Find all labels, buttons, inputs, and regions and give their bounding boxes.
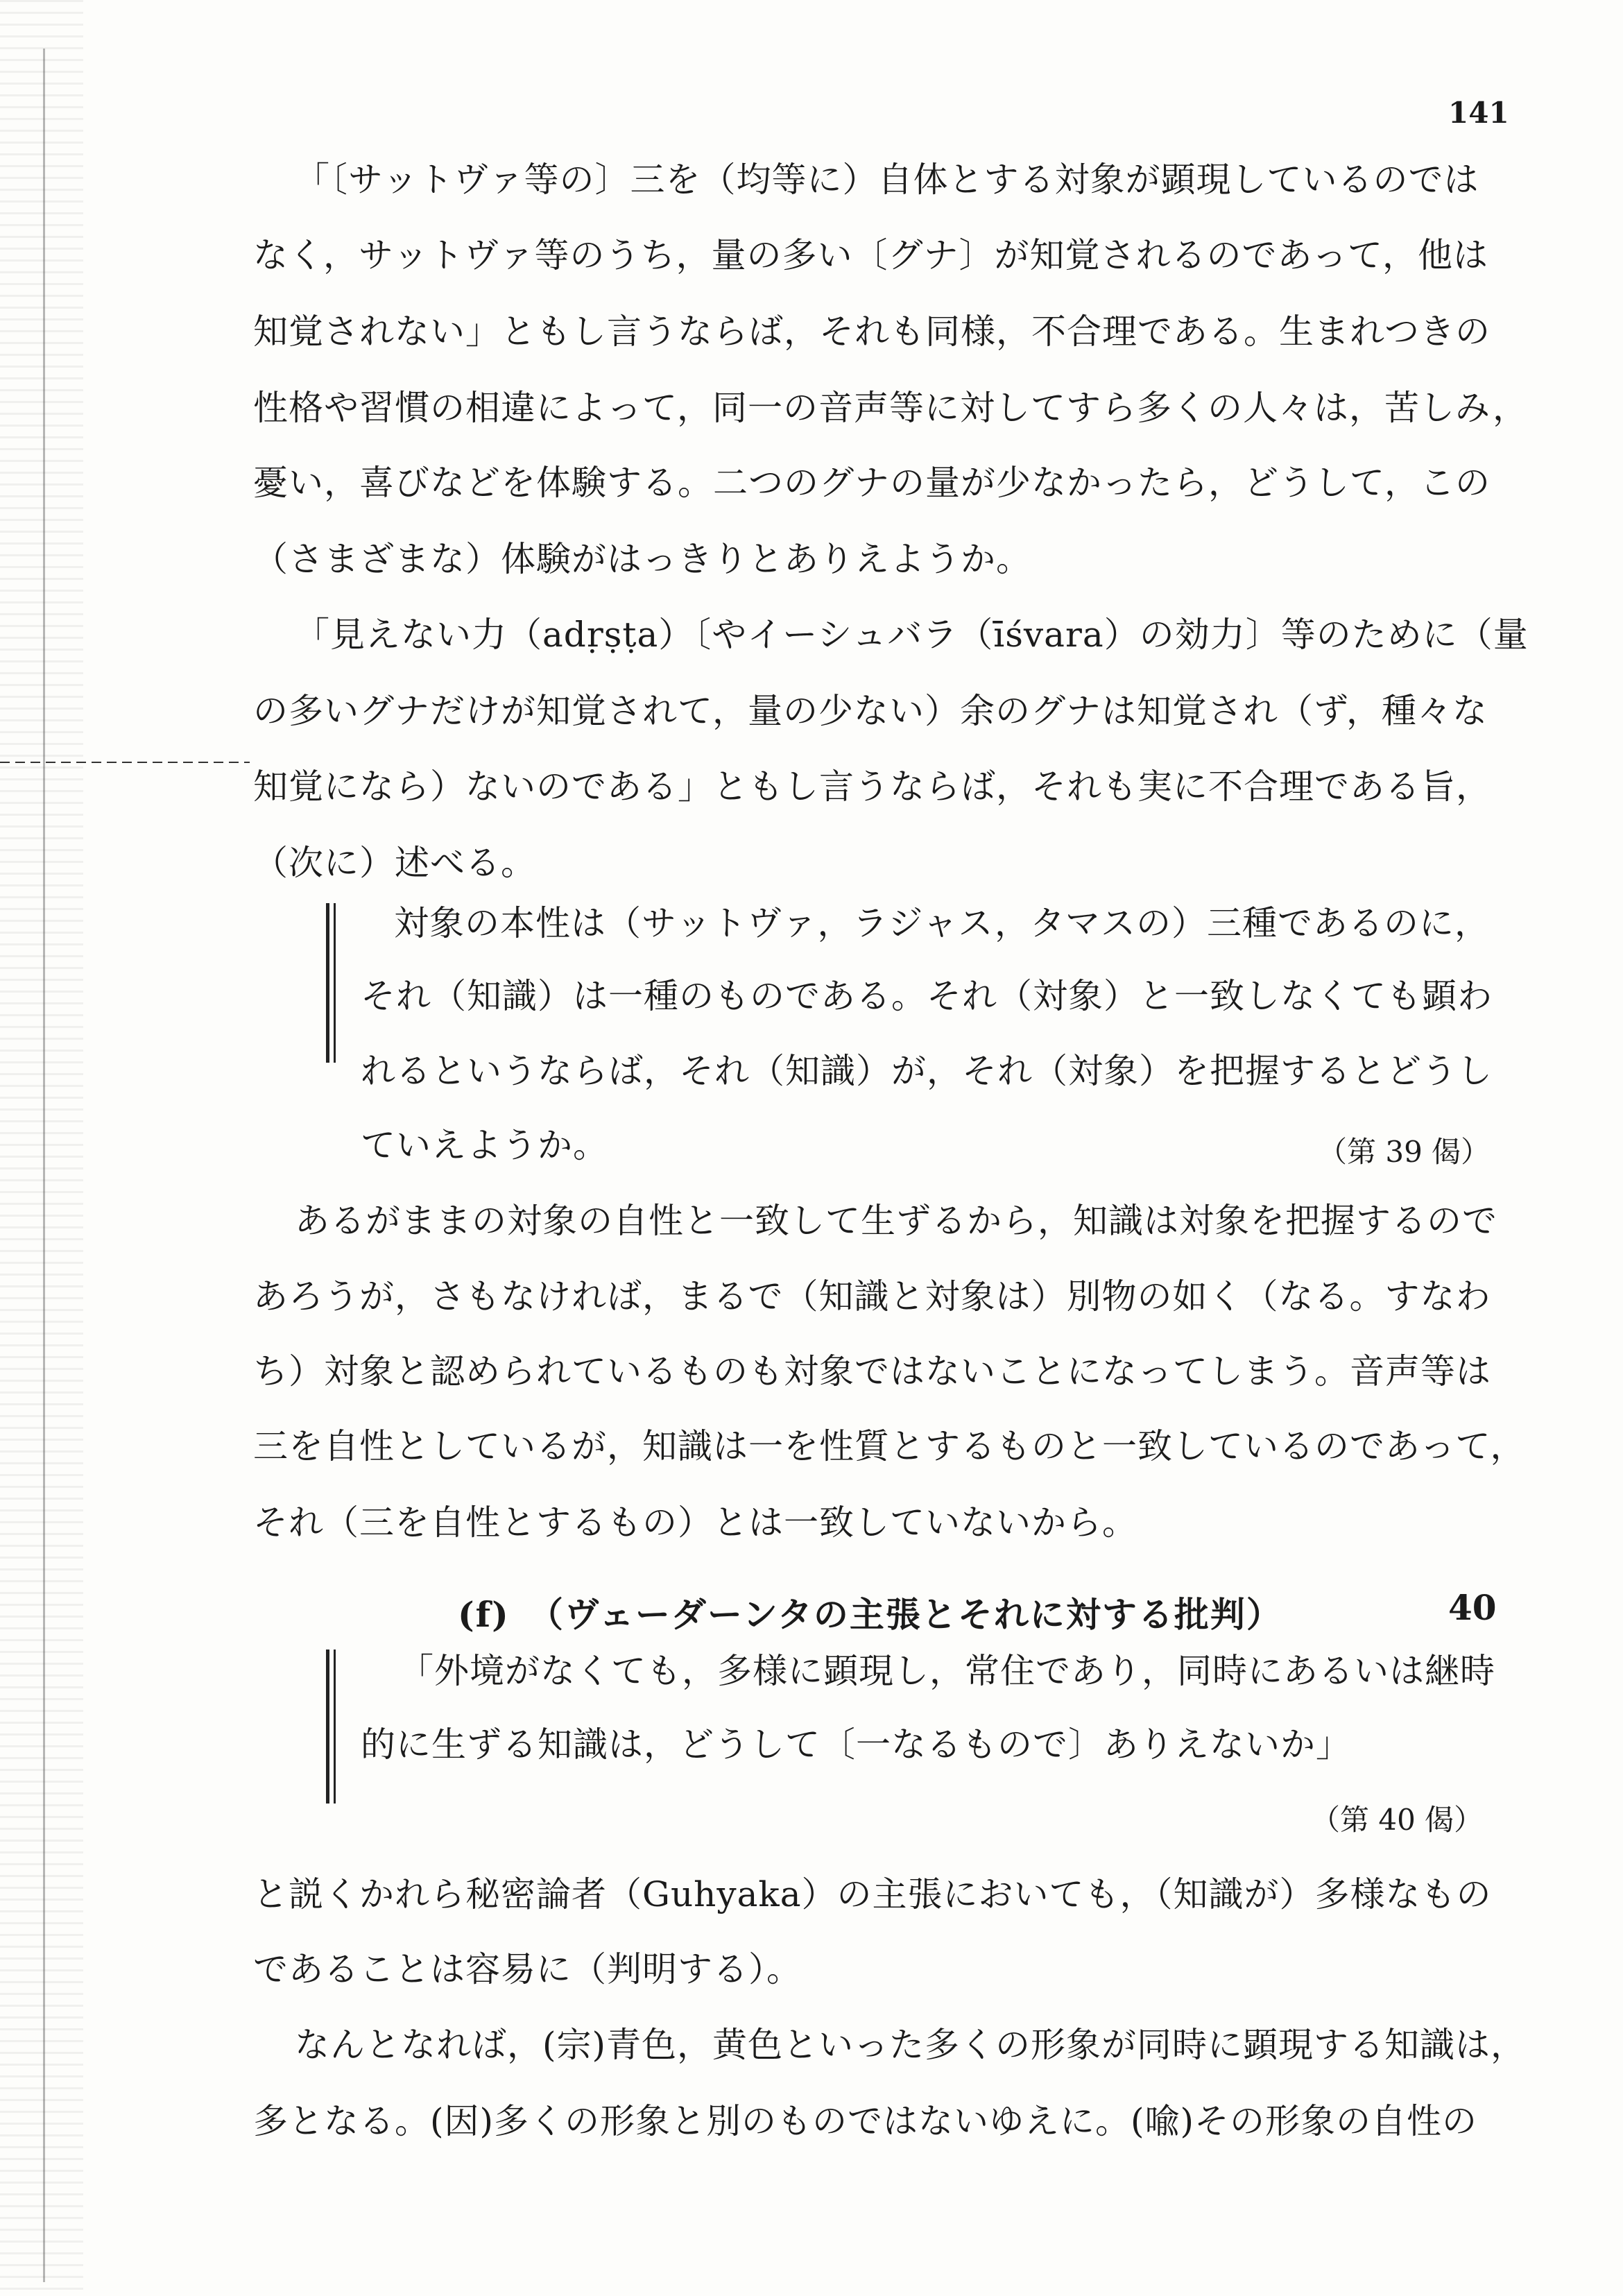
text-line: なく，サットヴァ等のうち，量の多い〔グナ〕が知覚されるのであって，他は — [253, 235, 1488, 275]
verse-line: ていえようか。 — [361, 1125, 608, 1165]
verse-line: 対象の本性は（サットヴァ，ラジャス，タマスの）三種であるのに， — [394, 903, 1490, 943]
verse-rule — [326, 903, 329, 1063]
verse-line: れるというならば，それ（知識）が，それ（対象）を把握するとどうし — [361, 1051, 1493, 1091]
text-line: の多いグナだけが知覚されて，量の少ない）余のグナは知覚され（ず，種々な — [253, 691, 1488, 731]
text-line: と説くかれら秘密論者（Guhyaka）の主張においても，（知識が）多様なもの — [253, 1874, 1492, 1914]
scan-dash-mark — [0, 762, 250, 763]
text-line: あろうが，さもなければ，まるで（知識と対象は）別物の如く（なる。すなわ — [253, 1276, 1491, 1317]
text-line: （次に）述べる。 — [253, 843, 536, 883]
text-line: あるがままの対象の自性と一致して生ずるから，知識は対象を把握するので — [295, 1201, 1497, 1241]
text-line: （さまざまな）体験がはっきりとありえようか。 — [253, 539, 1031, 579]
text-line: 多となる。(因)多くの形象と別のものではないゆえに。(喩)その形象の自性の — [253, 2101, 1478, 2141]
verse-line: 的に生ずる知識は，どうして〔一なるもので〕ありえないか」 — [361, 1724, 1351, 1765]
section-heading: (f) （ヴェーダーンタの主張とそれに対する批判） — [458, 1594, 1282, 1635]
text-line: 「〔サットヴァ等の〕三を（均等に）自体とする対象が顕現しているのでは — [295, 160, 1479, 200]
verse-rule — [326, 1650, 329, 1804]
verse-line: 「外境がなくても，多様に顕現し，常住であり，同時にあるいは継時 — [399, 1651, 1495, 1691]
text-line: 憂い，喜びなどを体験する。二つのグナの量が少なかったら，どうして，この — [253, 463, 1491, 503]
verse-rule — [334, 1650, 336, 1804]
text-line: 知覚になら）ないのである」ともし言うならば，それも実に不合理である旨， — [253, 766, 1491, 807]
binding-shadow — [0, 0, 83, 2296]
verse-line: それ（知識）は一種のものである。それ（対象）と一致しなくても顕わ — [361, 976, 1493, 1016]
text-line: なんとなれば，(宗)青色，黄色といった多くの形象が同時に顕現する知識は， — [295, 2025, 1527, 2065]
text-line: 知覚されない」ともし言うならば，それも同様，不合理である。生まれつきの — [253, 311, 1491, 352]
text-line: 「見えない力（adṛṣṭa）〔やイーシュバラ（īśvara）の効力〕等のために（量 — [295, 615, 1529, 655]
page-number: 141 — [1448, 96, 1509, 130]
binding-edge-line — [43, 49, 45, 2282]
text-line: 三を自性としているが，知識は一を性質とするものと一致しているのであって， — [253, 1426, 1526, 1466]
verse-number-label: （第 40 偈） — [1311, 1803, 1484, 1837]
verse-number-label: （第 39 偈） — [1318, 1135, 1491, 1169]
text-line: それ（三を自性とするもの）とは一致していないから。 — [253, 1502, 1137, 1543]
text-line: であることは容易に（判明する）。 — [253, 1949, 802, 1989]
text-line: ち）対象と認められているものも対象ではないことになってしまう。音声等は — [253, 1351, 1491, 1391]
section-verse-number: 40 — [1448, 1587, 1497, 1628]
verse-rule — [334, 903, 336, 1063]
text-line: 性格や習慣の相違によって，同一の音声等に対してすら多くの人々は，苦しみ， — [253, 388, 1528, 428]
